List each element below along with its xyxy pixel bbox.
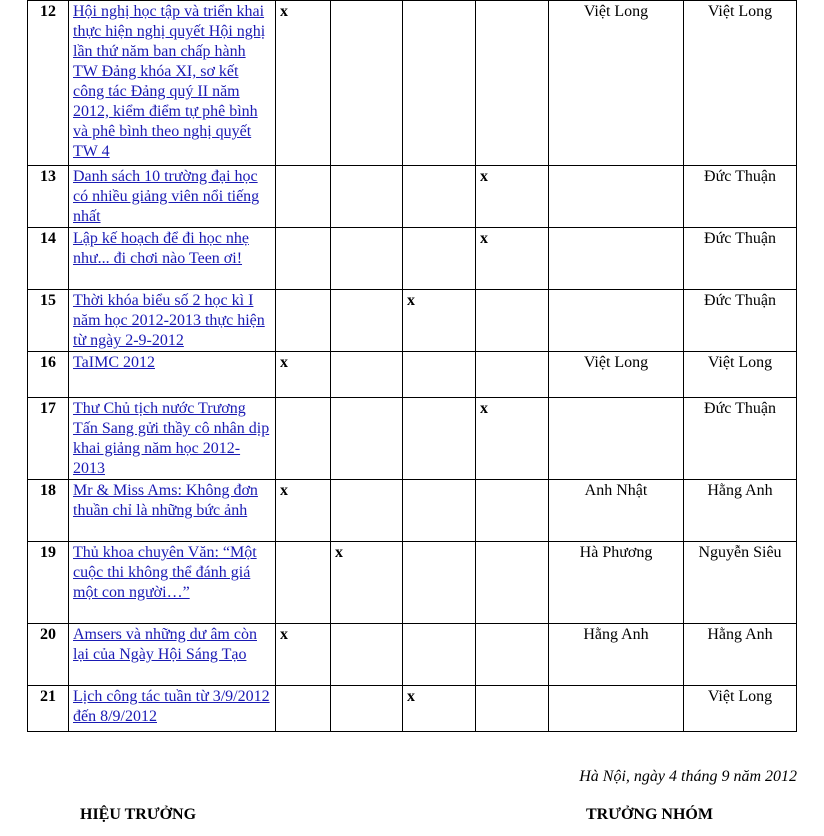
row-number: 17 <box>28 398 69 480</box>
title-cell <box>69 1 276 166</box>
article-link[interactable]: Amsers và những dư âm còn lại của Ngày Hội Sáng Tạo <box>73 626 257 663</box>
category-mark-c2 <box>331 398 403 480</box>
title-cell <box>69 686 276 732</box>
poster-cell: Đức Thuận <box>684 228 797 290</box>
category-mark-c2 <box>331 686 403 732</box>
author-cell: Việt Long <box>549 352 684 398</box>
table-row <box>28 228 797 290</box>
article-link[interactable]: Lịch công tác tuần từ 3/9/2012 đến 8/9/2012 <box>73 688 270 725</box>
article-link[interactable]: Thủ khoa chuyên Văn: “Một cuộc thi không thể đánh giá một con người…” <box>73 544 257 601</box>
poster-cell: Nguyễn Siêu <box>684 542 797 624</box>
category-mark-c4 <box>476 290 549 352</box>
poster-cell: Việt Long <box>684 352 797 398</box>
poster-cell: Đức Thuận <box>684 290 797 352</box>
category-mark-c3 <box>403 480 476 542</box>
title-cell <box>69 480 276 542</box>
author-cell <box>549 166 684 228</box>
category-mark-c1 <box>276 290 331 352</box>
category-mark-c4 <box>476 624 549 686</box>
title-cell <box>69 352 276 398</box>
category-mark-c3 <box>403 228 476 290</box>
article-link[interactable]: Mr & Miss Ams: Không đơn thuần chỉ là những bức ảnh <box>73 482 258 519</box>
category-mark-c3 <box>403 352 476 398</box>
table-row <box>28 398 797 480</box>
row-number: 16 <box>28 352 69 398</box>
category-mark-c1 <box>276 542 331 624</box>
category-mark-c4 <box>476 352 549 398</box>
poster-cell: Hằng Anh <box>684 624 797 686</box>
articles-table <box>27 0 797 732</box>
category-mark-c2: x <box>331 542 403 624</box>
row-number: 13 <box>28 166 69 228</box>
table-row <box>28 1 797 166</box>
table-row <box>28 352 797 398</box>
article-link[interactable]: Hội nghị học tập và triển khai thực hiện nghị quyết Hội nghị lần thứ năm ban chấp hành TW Đảng khóa XI, sơ kết công tác Đảng quý II năm 2012, kiểm điểm tự phê bình và phê bình theo nghị quyết TW 4 <box>73 3 266 160</box>
poster-cell: Việt Long <box>684 1 797 166</box>
poster-cell: Hằng Anh <box>684 480 797 542</box>
category-mark-c3 <box>403 1 476 166</box>
title-cell <box>69 542 276 624</box>
category-mark-c1: x <box>276 480 331 542</box>
category-mark-c3 <box>403 624 476 686</box>
category-mark-c1 <box>276 686 331 732</box>
category-mark-c3: x <box>403 686 476 732</box>
table-row <box>28 542 797 624</box>
table-row <box>28 686 797 732</box>
category-mark-c4 <box>476 1 549 166</box>
author-cell: Việt Long <box>549 1 684 166</box>
category-mark-c1 <box>276 228 331 290</box>
table-row <box>28 624 797 686</box>
table-row <box>28 166 797 228</box>
table-row <box>28 480 797 542</box>
row-number: 15 <box>28 290 69 352</box>
category-mark-c4: x <box>476 228 549 290</box>
category-mark-c2 <box>331 290 403 352</box>
article-link[interactable]: TaIMC 2012 <box>73 354 155 371</box>
row-number: 12 <box>28 1 69 166</box>
poster-cell: Việt Long <box>684 686 797 732</box>
category-mark-c2 <box>331 228 403 290</box>
poster-cell: Đức Thuận <box>684 166 797 228</box>
author-cell <box>549 686 684 732</box>
poster-cell: Đức Thuận <box>684 398 797 480</box>
team-leader-signature-label: TRƯỞNG NHÓM <box>586 806 713 823</box>
row-number: 19 <box>28 542 69 624</box>
title-cell <box>69 290 276 352</box>
category-mark-c3 <box>403 542 476 624</box>
author-cell <box>549 290 684 352</box>
category-mark-c3: x <box>403 290 476 352</box>
category-mark-c4 <box>476 542 549 624</box>
author-cell <box>549 398 684 480</box>
article-link[interactable]: Thời khóa biểu số 2 học kì I năm học 2012-2013 thực hiện từ ngày 2-9-2012 <box>73 292 265 349</box>
principal-signature-label: HIỆU TRƯỞNG <box>80 806 197 823</box>
title-cell <box>69 398 276 480</box>
category-mark-c2 <box>331 352 403 398</box>
category-mark-c2 <box>331 480 403 542</box>
category-mark-c4: x <box>476 398 549 480</box>
article-link[interactable]: Danh sách 10 trường đại học có nhiều giảng viên nổi tiếng nhất <box>73 168 260 225</box>
title-cell <box>69 166 276 228</box>
title-cell <box>69 228 276 290</box>
category-mark-c2 <box>331 1 403 166</box>
row-number: 14 <box>28 228 69 290</box>
category-mark-c4: x <box>476 166 549 228</box>
category-mark-c1: x <box>276 352 331 398</box>
article-link[interactable]: Lập kế hoạch để đi học nhẹ như... đi chơi nào Teen ơi! <box>73 230 249 267</box>
author-cell: Hằng Anh <box>549 624 684 686</box>
author-cell: Anh Nhật <box>549 480 684 542</box>
category-mark-c1: x <box>276 1 331 166</box>
row-number: 21 <box>28 686 69 732</box>
category-mark-c4 <box>476 686 549 732</box>
category-mark-c3 <box>403 166 476 228</box>
author-cell <box>549 228 684 290</box>
title-cell <box>69 624 276 686</box>
table-row <box>28 290 797 352</box>
category-mark-c2 <box>331 624 403 686</box>
footer-date: Hà Nội, ngày 4 tháng 9 năm 2012 <box>579 768 797 785</box>
row-number: 20 <box>28 624 69 686</box>
category-mark-c4 <box>476 480 549 542</box>
author-cell: Hà Phương <box>549 542 684 624</box>
category-mark-c1 <box>276 398 331 480</box>
category-mark-c1: x <box>276 624 331 686</box>
row-number: 18 <box>28 480 69 542</box>
category-mark-c2 <box>331 166 403 228</box>
category-mark-c1 <box>276 166 331 228</box>
article-link[interactable]: Thư Chủ tịch nước Trương Tấn Sang gửi thầy cô nhân dịp khai giảng năm học 2012-2013 <box>73 400 270 477</box>
category-mark-c3 <box>403 398 476 480</box>
